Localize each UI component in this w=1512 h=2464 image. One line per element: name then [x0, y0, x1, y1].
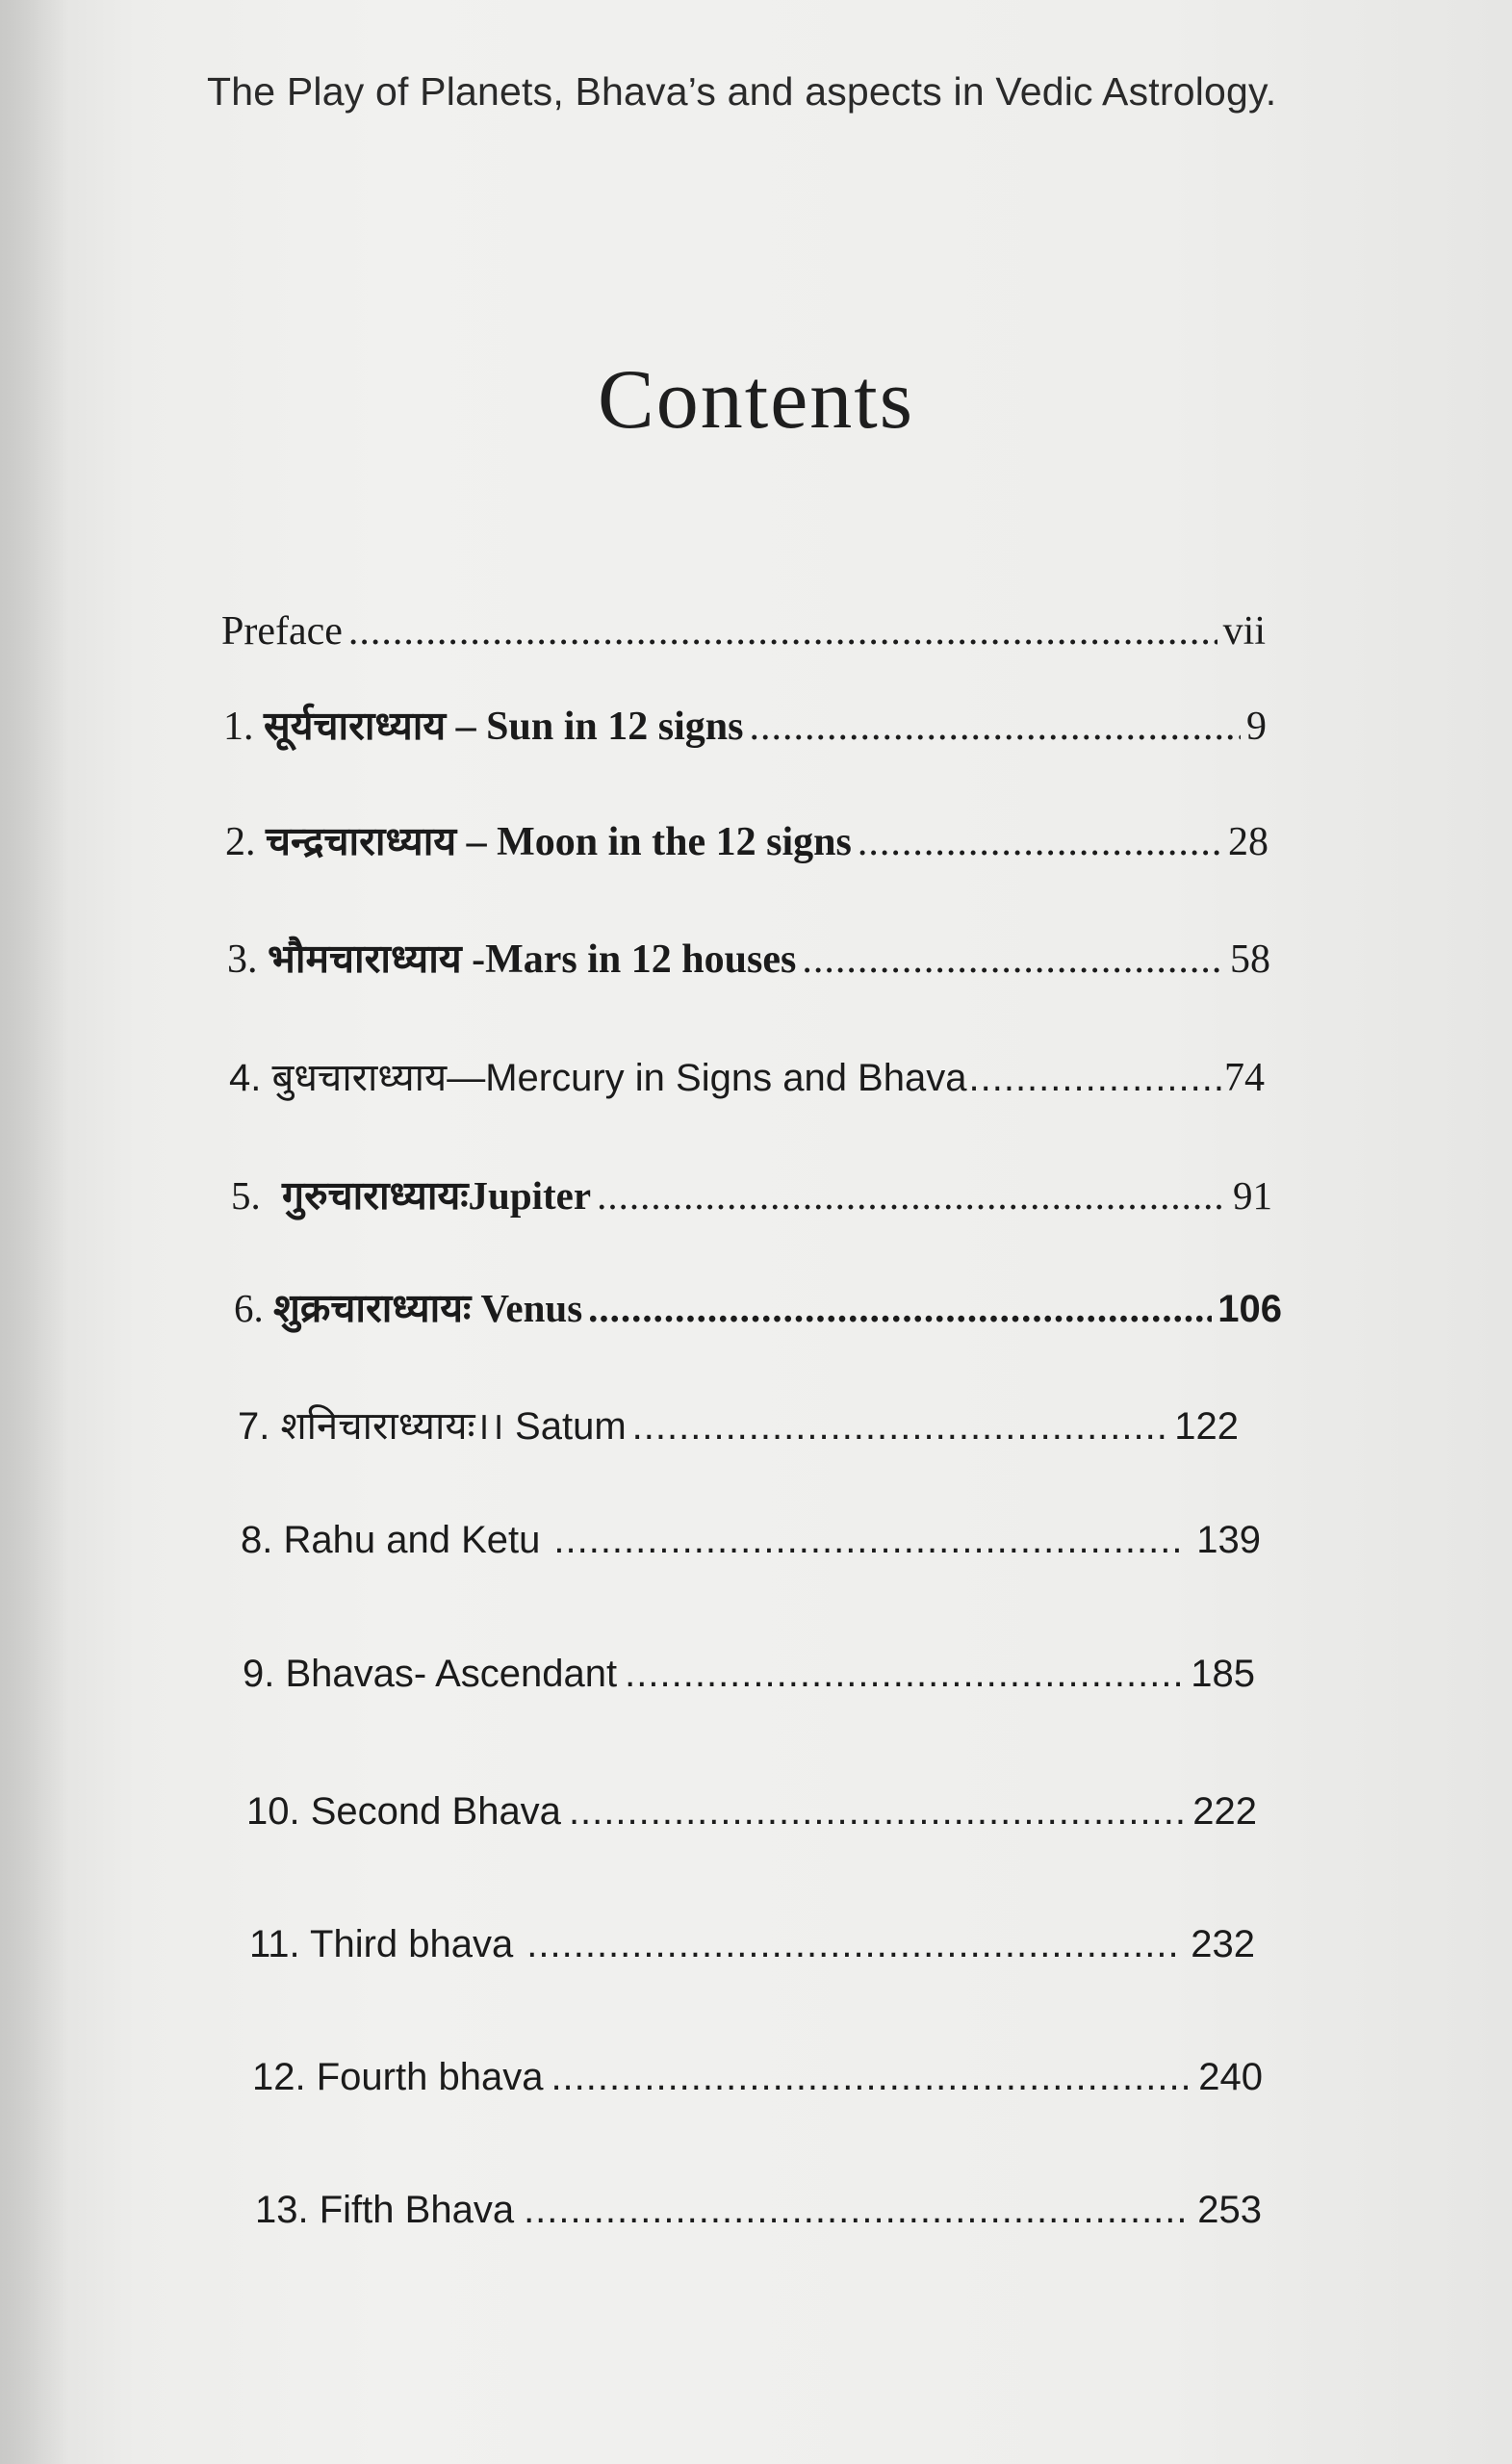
toc-entry-page: 240: [1198, 2056, 1263, 2098]
toc-entry-label: Second Bhava: [310, 1790, 561, 1833]
toc-entry-8: [241, 1519, 1261, 1562]
leader-dots: [802, 937, 1224, 983]
toc-entry-label: -Mars in 12 houses: [461, 937, 797, 982]
toc-entry-label: Preface: [221, 609, 343, 654]
toc-entry-page: 185: [1191, 1653, 1255, 1695]
toc-entry-13: [255, 2189, 1262, 2232]
toc-entry-1: [223, 698, 1267, 752]
leader-dots: [632, 1405, 1169, 1449]
toc-entry-label: Fourth bhava: [316, 2056, 544, 2098]
leader-dots: [597, 1172, 1227, 1219]
toc-entry-label: Fifth Bhava: [319, 2189, 515, 2231]
toc-entry-page: 106: [1217, 1288, 1282, 1330]
toc-entry-label: Third bhava: [310, 1923, 514, 1965]
toc-entry-number: 6.: [234, 1286, 264, 1330]
toc-entry-5: [231, 1168, 1272, 1221]
leader-dots: [524, 2189, 1188, 2232]
leader-dots: [553, 1519, 1183, 1562]
toc-entry-page: 122: [1174, 1405, 1239, 1448]
leader-dots: [858, 819, 1222, 865]
toc-entry-preface: [221, 608, 1266, 654]
page-title: Contents: [598, 353, 914, 447]
running-head: The Play of Planets, Bhava’s and aspects in Vedic Astrology.: [207, 69, 1277, 114]
toc-entry-page: 253: [1197, 2189, 1262, 2231]
toc-entry-hindi: शनिचाराध्यायः।।: [280, 1405, 504, 1448]
toc-entry-number: 3.: [227, 937, 258, 982]
toc-entry-4: [229, 1049, 1265, 1102]
toc-entry-2: [225, 813, 1269, 867]
toc-entry-hindi: गुरुचाराध्यायः: [282, 1173, 469, 1218]
toc-entry-page: 74: [1224, 1056, 1265, 1100]
toc-entry-label: Bhavas- Ascendant: [285, 1653, 618, 1695]
toc-entry-9: [243, 1653, 1255, 1696]
toc-entry-label: Rahu and Ketu: [283, 1519, 541, 1561]
toc-entry-page: vii: [1222, 609, 1266, 654]
toc-entry-number: 9.: [243, 1653, 275, 1695]
toc-entry-page: 222: [1192, 1790, 1257, 1833]
toc-entry-hindi: शुक्रचाराध्यायः: [273, 1286, 472, 1330]
toc-entry-page: 91: [1233, 1173, 1272, 1218]
leader-dots: [749, 704, 1241, 750]
toc-entry-page: 9: [1246, 705, 1267, 749]
toc-entry-10: [246, 1790, 1257, 1834]
toc-entry-page: 28: [1228, 820, 1269, 864]
toc-entry-3: [227, 931, 1270, 985]
leader-dots: [348, 608, 1217, 654]
toc-entry-12: [252, 2056, 1263, 2099]
leader-dots: [625, 1653, 1183, 1696]
toc-entry-label: Venus: [471, 1286, 583, 1330]
toc-entry-page: 139: [1196, 1519, 1261, 1561]
toc-entry-hindi: बुधचाराध्याय: [271, 1057, 448, 1099]
leader-dots: [968, 1057, 1222, 1100]
toc-entry-number: 12.: [252, 2056, 306, 2098]
toc-entry-label: Satum: [503, 1405, 627, 1448]
toc-entry-label: Jupiter: [468, 1173, 592, 1218]
toc-entry-label: – Moon in the 12 signs: [456, 820, 852, 864]
toc-entry-hindi: चन्द्रचाराध्याय: [266, 819, 457, 863]
toc-entry-11: [249, 1923, 1255, 1966]
toc-entry-number: 5.: [231, 1173, 261, 1218]
leader-dots: [588, 1285, 1212, 1331]
toc-entry-number: 7.: [238, 1405, 270, 1448]
toc-entry-page: 232: [1191, 1923, 1255, 1965]
leader-dots: [526, 1923, 1177, 1966]
toc-entry-number: 13.: [255, 2189, 309, 2231]
leader-dots: [569, 1790, 1185, 1834]
leader-dots: [551, 2056, 1191, 2099]
toc-entry-number: 1.: [223, 705, 254, 749]
toc-entry-number: 4.: [229, 1057, 262, 1099]
toc-entry-number: 11.: [249, 1923, 300, 1965]
toc-entry-label: – Sun in 12 signs: [446, 705, 744, 749]
toc-entry-7: [238, 1398, 1239, 1450]
toc-entry-6: [234, 1280, 1282, 1334]
toc-entry-hindi: सूर्यचाराध्याय: [264, 704, 447, 748]
toc-entry-number: 10.: [246, 1790, 300, 1833]
toc-entry-hindi: भौमचाराध्याय: [268, 937, 462, 981]
toc-entry-number: 2.: [225, 820, 256, 864]
toc-entry-label: —Mercury in Signs and Bhava: [447, 1057, 967, 1099]
toc-entry-number: 8.: [241, 1519, 273, 1561]
toc-entry-page: 58: [1230, 937, 1270, 982]
